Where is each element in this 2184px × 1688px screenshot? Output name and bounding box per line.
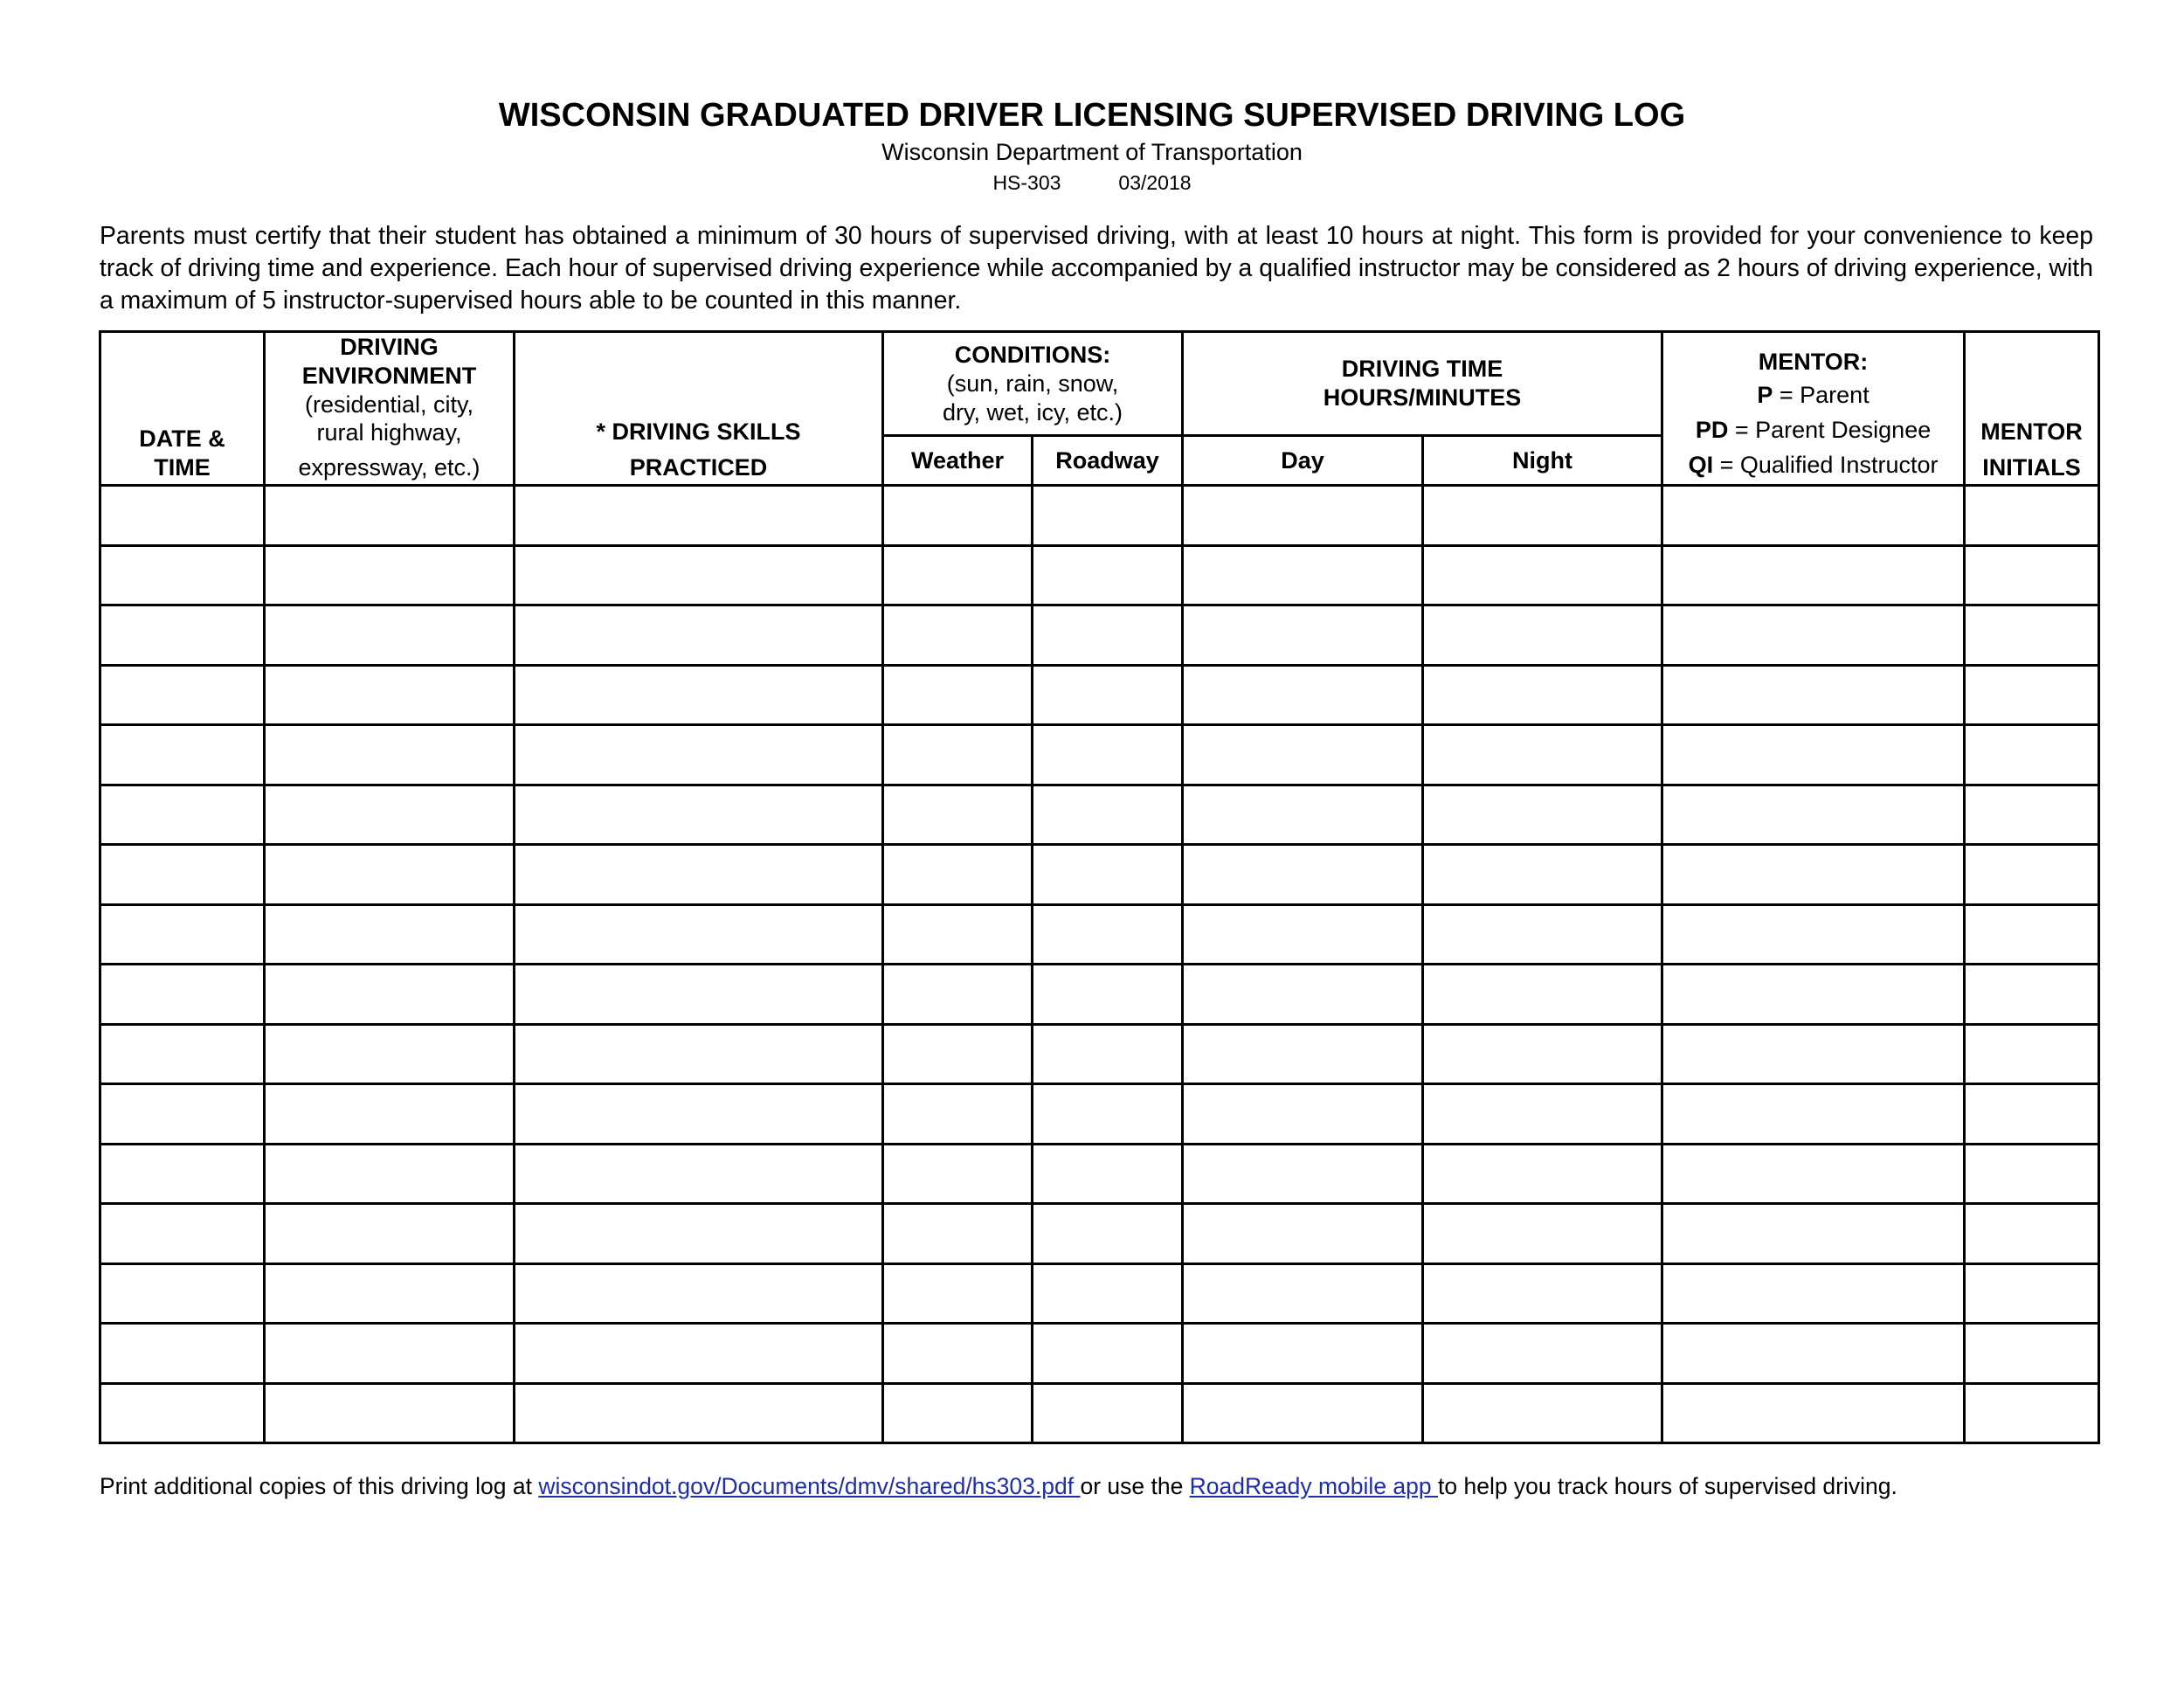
footer-text: or use the [1080,1473,1190,1499]
table-row [100,665,2099,725]
entry-cell-initials[interactable] [1965,545,2099,605]
entry-cell-weather[interactable] [883,605,1033,666]
entry-cell-mentor[interactable] [1662,545,1965,605]
form-identifier [0,169,2184,196]
table-row [100,1084,2099,1145]
entry-cell-skills[interactable] [515,1084,883,1145]
header-text: MENTOR [1980,419,2083,445]
entry-cell-skills[interactable] [515,665,883,725]
entry-cell-skills[interactable] [515,845,883,905]
entry-cell-initials[interactable] [1965,725,2099,785]
entry-cell-environment[interactable] [265,1144,515,1204]
entry-cell-mentor[interactable] [1662,665,1965,725]
entry-cell-mentor[interactable] [1662,1204,1965,1264]
entry-cell-environment[interactable] [265,1383,515,1443]
entry-cell-night[interactable] [1423,1084,1662,1145]
entry-cell-night[interactable] [1423,665,1662,725]
mentor-code-meaning: = Parent [1773,382,1870,408]
table-row [100,1383,2099,1443]
entry-cell-environment[interactable] [265,1263,515,1324]
column-header-conditions [883,332,1183,436]
entry-cell-weather[interactable] [883,785,1033,845]
table-row [100,725,2099,785]
header-text: PRACTICED [629,454,768,481]
entry-cell-weather[interactable] [883,725,1033,785]
table-row [100,904,2099,965]
entry-cell-mentor[interactable] [1662,1383,1965,1443]
entry-cell-initials[interactable] [1965,1383,2099,1443]
entry-cell-night[interactable] [1423,1144,1662,1204]
entry-cell-environment[interactable] [265,605,515,666]
entry-cell-date-time[interactable] [100,1084,265,1145]
entry-cell-skills[interactable] [515,904,883,965]
entry-cell-date-time[interactable] [100,1204,265,1264]
entry-cell-roadway[interactable] [1033,1144,1183,1204]
table-row [100,785,2099,845]
mentor-code-meaning: = Qualified Instructor [1713,452,1939,478]
table-row [100,845,2099,905]
header-text: INITIALS [1982,454,2081,481]
header-text: rural highway, [316,419,462,446]
entry-cell-mentor[interactable] [1662,1024,1965,1084]
entry-cell-mentor[interactable] [1662,605,1965,666]
hs303-pdf-link[interactable]: wisconsindot.gov/Documents/dmv/shared/hs303.pdf [538,1473,1081,1499]
column-header-mentor-initials [1965,332,2099,486]
entry-cell-weather[interactable] [883,904,1033,965]
mentor-code-meaning: = Parent Designee [1728,417,1932,443]
entry-cell-roadway[interactable] [1033,1024,1183,1084]
footer-text: Print additional copies of this driving log at [100,1473,539,1499]
entry-cell-skills[interactable] [515,1383,883,1443]
entry-cell-day[interactable] [1183,1324,1423,1384]
entry-cell-initials[interactable] [1965,965,2099,1025]
table-row [100,965,2099,1025]
header-text: (sun, rain, snow, [946,370,1119,397]
entry-cell-initials[interactable] [1965,486,2099,546]
entry-cell-environment[interactable] [265,1324,515,1384]
table-row [100,1144,2099,1204]
header-text: * DRIVING SKILLS [596,419,801,445]
entry-cell-initials[interactable] [1965,845,2099,905]
entry-cell-initials[interactable] [1965,665,2099,725]
entry-cell-weather[interactable] [883,1084,1033,1145]
roadready-app-link[interactable]: RoadReady mobile app [1189,1473,1438,1499]
department-name: Wisconsin Department of Transportation [881,139,1303,165]
table-row [100,545,2099,605]
table-row [100,1263,2099,1324]
entry-cell-date-time[interactable] [100,1324,265,1384]
driving-log-table [99,330,2100,1444]
column-header-date-time [100,332,265,486]
entry-cell-date-time[interactable] [100,1263,265,1324]
entry-cell-initials[interactable] [1965,904,2099,965]
column-header-driving-environment [265,332,515,486]
header-text: expressway, etc.) [298,454,480,481]
entry-cell-mentor[interactable] [1662,1263,1965,1324]
entry-cell-night[interactable] [1423,1204,1662,1264]
entry-cell-environment[interactable] [265,1204,515,1264]
entry-cell-day[interactable] [1183,904,1423,965]
table-row [100,605,2099,666]
column-header-weather: Weather [883,436,1033,486]
mentor-code: P [1757,382,1773,408]
entry-cell-roadway[interactable] [1033,486,1183,546]
header-text: MENTOR: [1758,349,1869,375]
entry-cell-environment[interactable] [265,965,515,1025]
form-date: 03/2018 [1118,171,1192,194]
entry-cell-environment[interactable] [265,545,515,605]
entry-cell-night[interactable] [1423,725,1662,785]
entry-cell-mentor[interactable] [1662,486,1965,546]
entry-cell-night[interactable] [1423,486,1662,546]
header-text: ENVIRONMENT [301,363,477,389]
entry-cell-day[interactable] [1183,1204,1423,1264]
entry-cell-weather[interactable] [883,1383,1033,1443]
column-header-day: Day [1183,436,1423,486]
entry-cell-roadway[interactable] [1033,904,1183,965]
entry-cell-night[interactable] [1423,845,1662,905]
entry-cell-night[interactable] [1423,785,1662,845]
entry-cell-day[interactable] [1183,1263,1423,1324]
entry-cell-roadway[interactable] [1033,1204,1183,1264]
mentor-key-parent-designee [1663,412,1963,447]
entry-cell-date-time[interactable] [100,486,265,546]
entry-cell-skills[interactable] [515,725,883,785]
entry-cell-skills[interactable] [515,785,883,845]
footer-text: to help you track hours of supervised driving. [1438,1473,1897,1499]
entry-cell-environment[interactable] [265,785,515,845]
entry-cell-date-time[interactable] [100,1383,265,1443]
entry-cell-roadway[interactable] [1033,1383,1183,1443]
entry-cell-date-time[interactable] [100,845,265,905]
column-header-driving-time [1183,332,1662,436]
form-number: HS-303 [992,171,1061,194]
entry-cell-environment[interactable] [265,1084,515,1145]
entry-cell-day[interactable] [1183,605,1423,666]
entry-cell-night[interactable] [1423,1024,1662,1084]
table-row [100,1204,2099,1264]
entry-cell-environment[interactable] [265,904,515,965]
entry-cell-date-time[interactable] [100,1024,265,1084]
log-entries [100,486,2099,1443]
entry-cell-night[interactable] [1423,1324,1662,1384]
entry-cell-day[interactable] [1183,545,1423,605]
mentor-key-parent [1663,377,1963,412]
entry-cell-weather[interactable] [883,545,1033,605]
entry-cell-day[interactable] [1183,725,1423,785]
entry-cell-environment[interactable] [265,486,515,546]
entry-cell-date-time[interactable] [100,665,265,725]
entry-cell-night[interactable] [1423,1383,1662,1443]
table-row [100,1024,2099,1084]
header-text: DRIVING [340,334,439,360]
entry-cell-mentor[interactable] [1662,1084,1965,1145]
entry-cell-date-time[interactable] [100,605,265,666]
header-text: HOURS/MINUTES [1323,384,1522,412]
header-text: TIME [154,454,211,481]
entry-cell-night[interactable] [1423,1263,1662,1324]
mentor-key-qualified-instructor [1663,447,1963,482]
entry-cell-date-time[interactable] [100,785,265,845]
column-header-driving-skills [515,332,883,486]
entry-cell-roadway[interactable] [1033,845,1183,905]
entry-cell-mentor[interactable] [1662,845,1965,905]
entry-cell-day[interactable] [1183,845,1423,905]
entry-cell-day[interactable] [1183,665,1423,725]
column-header-mentor [1662,332,1965,486]
entry-cell-skills[interactable] [515,1324,883,1384]
entry-cell-weather[interactable] [883,1263,1033,1324]
header-text: CONDITIONS: [954,341,1111,368]
entry-cell-date-time[interactable] [100,965,265,1025]
entry-cell-initials[interactable] [1965,1263,2099,1324]
column-header-night: Night [1423,436,1662,486]
entry-cell-date-time[interactable] [100,725,265,785]
entry-cell-skills[interactable] [515,1263,883,1324]
mentor-code: PD [1695,417,1729,443]
entry-cell-roadway[interactable] [1033,605,1183,666]
entry-cell-weather[interactable] [883,1024,1033,1084]
entry-cell-environment[interactable] [265,845,515,905]
entry-cell-mentor[interactable] [1662,785,1965,845]
entry-cell-mentor[interactable] [1662,965,1965,1025]
header-text: (residential, city, [304,391,474,418]
entry-cell-night[interactable] [1423,904,1662,965]
table-row [100,486,2099,546]
entry-cell-weather[interactable] [883,665,1033,725]
entry-cell-weather[interactable] [883,1204,1033,1264]
instructions-paragraph: Parents must certify that their student has obtained a minimum of 30 hours of supervised driving, with at least 10 hours at night. This form is provided for your convenience to keep track of driving time and experience. Each hour of supervised driving experience while accompanied by a qualified instructor may be considered as 2 hours of driving experience, with a maximum of 5 instructor-supervised hours able to be counted in this manner. [100,222,2093,315]
entry-cell-date-time[interactable] [100,904,265,965]
entry-cell-initials[interactable] [1965,785,2099,845]
entry-cell-mentor[interactable] [1662,1324,1965,1384]
entry-cell-skills[interactable] [515,545,883,605]
entry-cell-weather[interactable] [883,486,1033,546]
entry-cell-skills[interactable] [515,1144,883,1204]
entry-cell-day[interactable] [1183,965,1423,1025]
column-header-roadway: Roadway [1033,436,1183,486]
entry-cell-weather[interactable] [883,965,1033,1025]
header-text: dry, wet, icy, etc.) [942,398,1123,425]
entry-cell-weather[interactable] [883,1324,1033,1384]
entry-cell-roadway[interactable] [1033,965,1183,1025]
entry-cell-day[interactable] [1183,1144,1423,1204]
entry-cell-skills[interactable] [515,486,883,546]
table-row [100,1324,2099,1384]
entry-cell-day[interactable] [1183,785,1423,845]
entry-cell-roadway[interactable] [1033,665,1183,725]
entry-cell-mentor[interactable] [1662,904,1965,965]
entry-cell-initials[interactable] [1965,605,2099,666]
entry-cell-initials[interactable] [1965,1204,2099,1264]
entry-cell-date-time[interactable] [100,545,265,605]
entry-cell-roadway[interactable] [1033,1263,1183,1324]
entry-cell-day[interactable] [1183,1024,1423,1084]
entry-cell-day[interactable] [1183,1383,1423,1443]
entry-cell-roadway[interactable] [1033,545,1183,605]
entry-cell-roadway[interactable] [1033,785,1183,845]
entry-cell-initials[interactable] [1965,1024,2099,1084]
entry-cell-environment[interactable] [265,725,515,785]
entry-cell-date-time[interactable] [100,1144,265,1204]
mentor-code: QI [1688,452,1714,478]
entry-cell-night[interactable] [1423,605,1662,666]
entry-cell-environment[interactable] [265,1024,515,1084]
entry-cell-night[interactable] [1423,965,1662,1025]
entry-cell-skills[interactable] [515,605,883,666]
entry-cell-roadway[interactable] [1033,725,1183,785]
entry-cell-initials[interactable] [1965,1084,2099,1145]
entry-cell-skills[interactable] [515,1024,883,1084]
entry-cell-skills[interactable] [515,965,883,1025]
entry-cell-weather[interactable] [883,1144,1033,1204]
entry-cell-mentor[interactable] [1662,725,1965,785]
document-title: WISCONSIN GRADUATED DRIVER LICENSING SUPERVISED DRIVING LOG [498,97,1686,134]
entry-cell-roadway[interactable] [1033,1324,1183,1384]
header-text: DATE & [139,425,225,452]
footer-note [100,1471,1897,1501]
entry-cell-roadway[interactable] [1033,1084,1183,1145]
entry-cell-night[interactable] [1423,545,1662,605]
entry-cell-skills[interactable] [515,1204,883,1264]
entry-cell-initials[interactable] [1965,1144,2099,1204]
header-text: DRIVING TIME [1341,356,1503,383]
entry-cell-weather[interactable] [883,845,1033,905]
entry-cell-environment[interactable] [265,665,515,725]
entry-cell-day[interactable] [1183,1084,1423,1145]
entry-cell-day[interactable] [1183,486,1423,546]
entry-cell-mentor[interactable] [1662,1144,1965,1204]
entry-cell-initials[interactable] [1965,1324,2099,1384]
